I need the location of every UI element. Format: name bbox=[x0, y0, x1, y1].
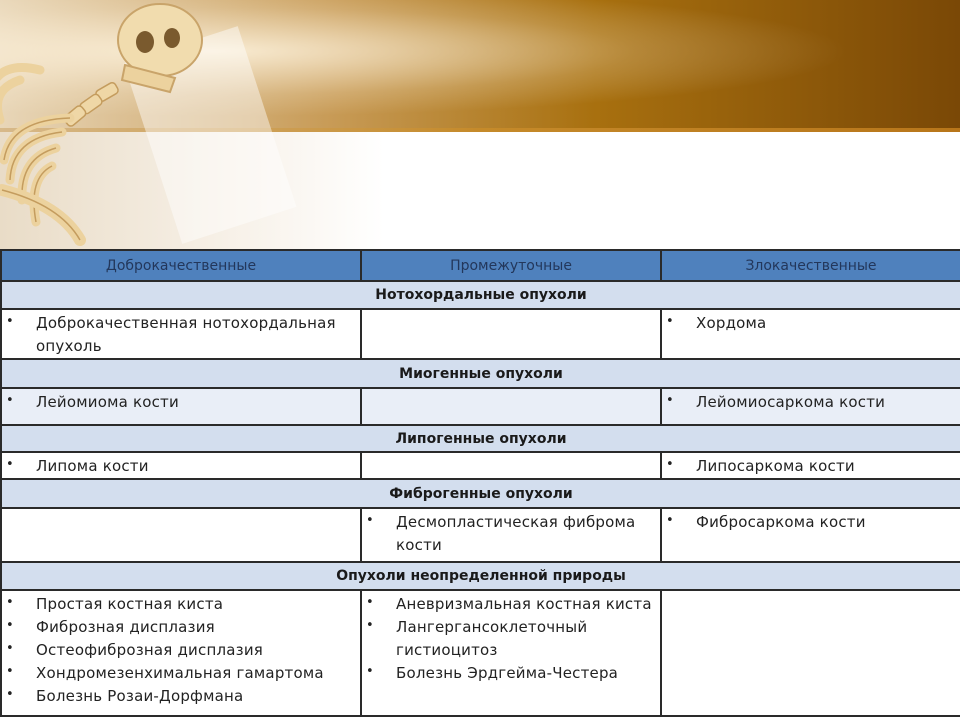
list-item: • Хордома bbox=[662, 312, 960, 335]
category-row bbox=[1, 281, 960, 309]
col-header-malignant: Злокачественные bbox=[661, 250, 960, 281]
category-notochordal: Нотохордальные опухоли bbox=[1, 281, 960, 309]
skeleton-image bbox=[0, 0, 260, 250]
cell-malignant bbox=[661, 590, 960, 716]
list-item: • Хондромезенхимальная гамартома bbox=[2, 662, 360, 685]
list-item: • Фибросаркома кости bbox=[662, 511, 960, 534]
category-row bbox=[1, 425, 960, 452]
category-fibrogenic: Фиброгенные опухоли bbox=[1, 479, 960, 508]
cell-malignant bbox=[661, 309, 960, 359]
col-header-intermediate: Промежуточные bbox=[361, 250, 661, 281]
list-item: • Фиброзная дисплазия bbox=[2, 616, 360, 639]
list-item: • Лейомиома кости bbox=[2, 391, 360, 414]
cell-benign bbox=[1, 590, 361, 716]
category-row bbox=[1, 562, 960, 590]
list-item: • Остеофиброзная дисплазия bbox=[2, 639, 360, 662]
list-item: • Доброкачественная нотохордальная опухоль bbox=[2, 312, 360, 358]
list-item: • Аневризмальная костная киста bbox=[362, 593, 660, 616]
list-item: • Десмопластическая фиброма кости bbox=[362, 511, 660, 557]
cell-intermediate bbox=[361, 590, 661, 716]
table-header-row bbox=[1, 250, 960, 281]
table-row bbox=[1, 452, 960, 479]
cell-malignant bbox=[661, 452, 960, 479]
list-item: • Простая костная киста bbox=[2, 593, 360, 616]
cell-malignant bbox=[661, 388, 960, 425]
category-myogenic: Миогенные опухоли bbox=[1, 359, 960, 388]
cell-intermediate bbox=[361, 508, 661, 562]
category-row bbox=[1, 479, 960, 508]
col-header-benign: Доброкачественные bbox=[1, 250, 361, 281]
cell-intermediate bbox=[361, 388, 661, 425]
list-item: • Липосаркома кости bbox=[662, 455, 960, 478]
category-row bbox=[1, 359, 960, 388]
table-row bbox=[1, 508, 960, 562]
cell-malignant bbox=[661, 508, 960, 562]
list-item: • Липома кости bbox=[2, 455, 360, 478]
bone-tumors-table bbox=[0, 249, 960, 717]
cell-intermediate bbox=[361, 309, 661, 359]
list-item: • Лангергансоклеточный гистиоцитоз bbox=[362, 616, 660, 662]
table-row bbox=[1, 388, 960, 425]
list-item: • Лейомиосаркома кости bbox=[662, 391, 960, 414]
category-undetermined: Опухоли неопределенной природы bbox=[1, 562, 960, 590]
cell-intermediate bbox=[361, 452, 661, 479]
cell-benign bbox=[1, 388, 361, 425]
table-row bbox=[1, 309, 960, 359]
cell-benign bbox=[1, 452, 361, 479]
table-row bbox=[1, 590, 960, 716]
category-lipogenic: Липогенные опухоли bbox=[1, 425, 960, 452]
cell-benign bbox=[1, 508, 361, 562]
list-item: • Болезнь Розаи-Дорфмана bbox=[2, 685, 360, 708]
cell-benign bbox=[1, 309, 361, 359]
list-item: • Болезнь Эрдгейма-Честера bbox=[362, 662, 660, 685]
